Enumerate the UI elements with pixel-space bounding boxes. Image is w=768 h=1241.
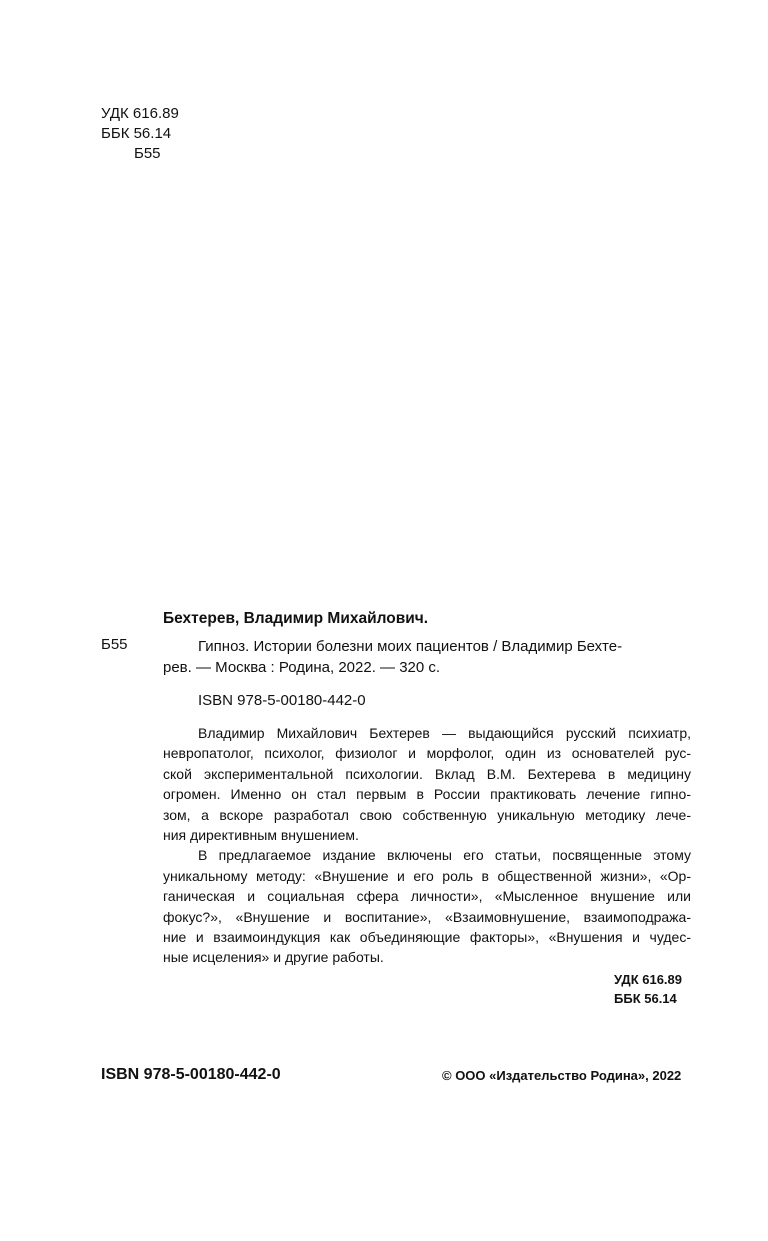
bbk-code: ББК 56.14 [101,125,172,142]
annotation-line: невропатолог, психолог, физиолог и морфолог, один из основателей рус- [163,745,691,762]
classification-codes-top [101,104,179,164]
annotation-paragraph-1 [163,723,691,845]
copyright-notice: © ООО «Издательство Родина», 2022 [442,1068,682,1083]
footer-isbn: ISBN 978-5-00180-442-0 [101,1066,281,1083]
author-mark: Б55 [134,145,161,162]
annotation [163,723,691,968]
title-line-1: Гипноз. Истории болезни моих пациентов / Владимир Бехте- [198,638,623,655]
author-heading: Бехтерев, Владимир Михайлович. [163,610,429,627]
annotation-line: ные исцеления» и другие работы. [163,949,384,966]
annotation-line: ской экспериментальной психологии. Вклад В.М. Бехтерева в медицину [163,765,691,782]
entry-author-mark: Б55 [101,636,128,653]
annotation-paragraph-2 [163,845,691,967]
annotation-line: В предлагаемое издание включены его статьи, посвященные этому [198,847,691,864]
annotation-line: уникальному методу: «Внушение и его роль в общественной жизни», «Ор- [163,867,691,884]
classification-codes-bottom [614,970,682,1008]
entry-isbn: ISBN 978-5-00180-442-0 [198,692,366,709]
annotation-line: ния директивным внушением. [163,827,359,844]
annotation-line: фокус?», «Внушение и воспитание», «Взаимовнушение, взаимоподража- [163,908,691,925]
annotation-line: ние и взаимоиндукция как объединяющие факторы», «Внушения и чудес- [163,929,691,946]
udk-code: УДК 616.89 [101,105,179,122]
annotation-line: зом, а вскоре разработал свою собственную уникальную методику лече- [163,806,691,823]
bibliographic-description [163,636,691,678]
udk-code-bottom: УДК 616.89 [614,972,682,987]
annotation-line: Владимир Михайлович Бехтерев — выдающийся русский психиатр, [198,725,691,741]
bbk-code-bottom: ББК 56.14 [614,991,677,1006]
title-line-2: рев. — Москва : Родина, 2022. — 320 с. [163,659,441,676]
annotation-line: ганическая и социальная сфера личности», «Мысленное внушение или [163,888,691,905]
annotation-line: огромен. Именно он стал первым в России практиковать лечение гипно- [163,786,691,803]
